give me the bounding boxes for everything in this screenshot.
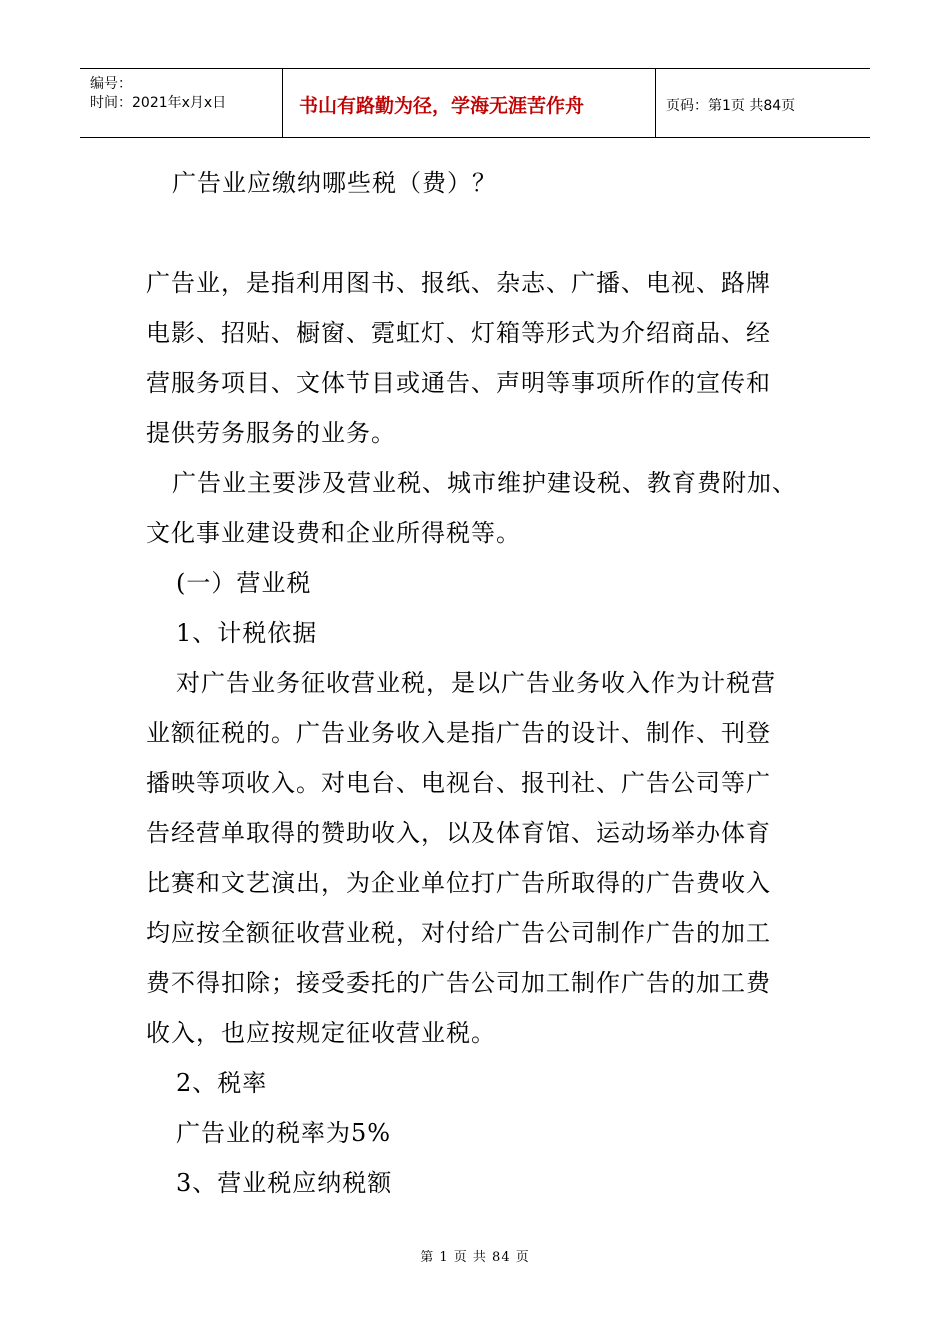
paragraph-line: 对广告业务征收营业税，是以广告业务收入作为计税营 xyxy=(176,669,776,697)
paragraph-line: 文化事业建设费和企业所得税等。 xyxy=(146,519,521,547)
paragraph-line: 营服务项目、文体节目或通告、声明等事项所作的宣传和 xyxy=(146,369,771,397)
paragraph-line: 广告业，是指利用图书、报纸、杂志、广播、电视、路牌 xyxy=(146,269,771,297)
subsection-heading: 3、营业税应纳税额 xyxy=(176,1169,393,1197)
page-footer: 第 1 页 共 84 页 xyxy=(420,1250,530,1265)
paragraph-line: 播映等项收入。对电台、电视台、报刊社、广告公司等广 xyxy=(146,769,771,797)
paragraph-line: 比赛和文艺演出，为企业单位打广告所取得的广告费收入 xyxy=(146,869,771,897)
document-time: 时间：2021年x月x日 xyxy=(90,95,227,111)
subsection-heading: 1、计税依据 xyxy=(176,619,318,647)
subsection-heading: 2、税率 xyxy=(176,1069,268,1097)
document-title: 广告业应缴纳哪些税（费）？ xyxy=(172,169,497,197)
header-page-number: 页码：第1页 共84页 xyxy=(666,98,796,114)
paragraph-line: 均应按全额征收营业税，对付给广告公司制作广告的加工 xyxy=(146,919,771,947)
paragraph-line: 广告业的税率为5% xyxy=(176,1119,392,1147)
paragraph-line: 收入，也应按规定征收营业税。 xyxy=(146,1019,496,1047)
paragraph-line: 提供劳务服务的业务。 xyxy=(146,419,396,447)
paragraph-line: 告经营单取得的赞助收入，以及体育馆、运动场举办体育 xyxy=(146,819,771,847)
paragraph-line: 费不得扣除；接受委托的广告公司加工制作广告的加工费 xyxy=(146,969,771,997)
paragraph-line: 广告业主要涉及营业税、城市维护建设税、教育费附加、 xyxy=(172,469,797,497)
paragraph-line: 电影、招贴、橱窗、霓虹灯、灯箱等形式为介绍商品、经 xyxy=(146,319,771,347)
section-heading: (一）营业税 xyxy=(176,569,312,597)
paragraph-line: 业额征税的。广告业务收入是指广告的设计、制作、刊登 xyxy=(146,719,771,747)
document-number: 编号： xyxy=(90,76,132,92)
header-motto: 书山有路勤为径，学海无涯苦作舟 xyxy=(299,95,585,117)
